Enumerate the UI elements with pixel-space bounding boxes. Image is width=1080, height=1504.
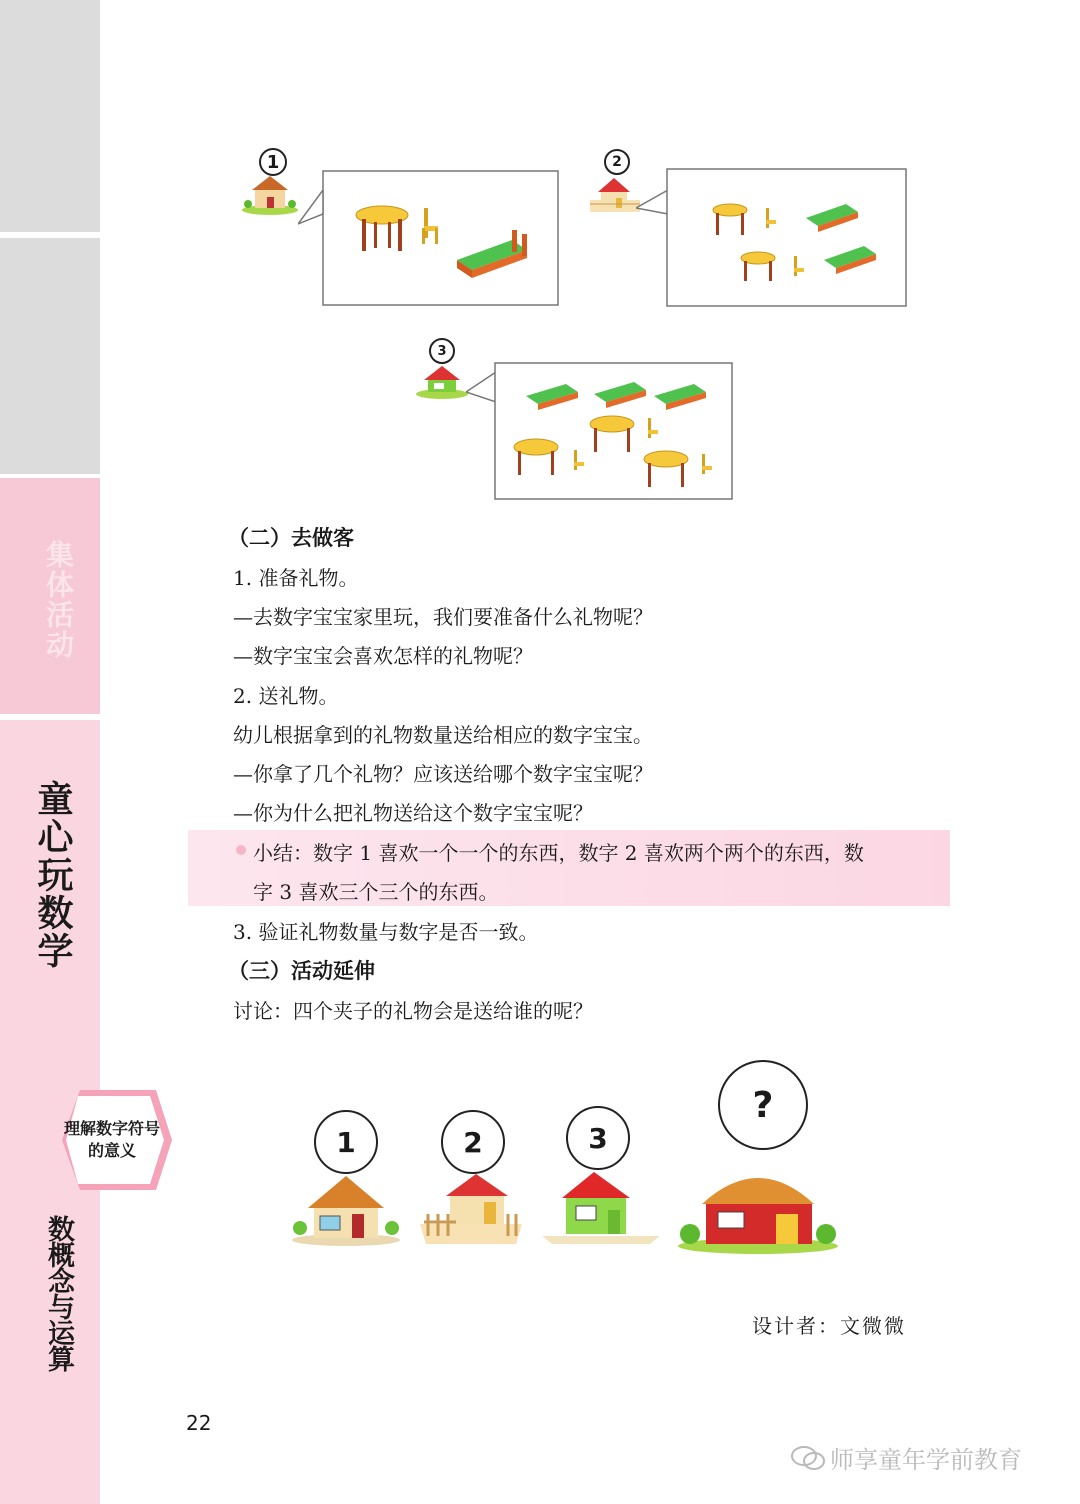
sidebar-title: 童心玩数学 [32,780,73,970]
question-1: —去数字宝宝家里玩，我们要准备什么礼物呢？ [233,605,653,629]
house-icon [414,362,470,400]
step-2: 2. 送礼物。 [233,684,339,708]
house-4-icon [672,1160,844,1258]
scene1-bubble [322,170,560,308]
question-3: —你拿了几个礼物？应该送给哪个数字宝宝呢？ [233,762,653,786]
sidebar-faint-label: 集体活动 [42,540,75,660]
topic-badge [52,1086,172,1194]
watermark [790,1440,1022,1475]
designer-credit: 设计者：文微微 [752,1314,906,1338]
sidebar-subject: 数概念与运算 [43,1215,74,1371]
wechat-icon [790,1444,826,1472]
sidebar-tab-gray-top [0,0,100,232]
summary-line-2: 字 3 喜欢三个三个的东西。 [253,880,499,904]
house-icon [240,170,300,216]
question-4: —你为什么把礼物送给这个数字宝宝呢？ [233,801,593,825]
watermark-text: 师享童年学前教育 [830,1446,1022,1474]
sidebar-tab-gray-middle [0,238,100,474]
page-number: 22 [186,1411,212,1435]
speech-pointer-icon [298,190,328,230]
scene1-number: 1 [259,148,287,176]
step-1: 1. 准备礼物。 [233,566,359,590]
house2-number: 2 [441,1110,505,1174]
section-heading-2: （二）去做客 [228,526,354,550]
summary-bullet-icon [236,845,246,855]
scene3-number: 3 [429,338,455,364]
step-3: 3. 验证礼物数量与数字是否一致。 [233,920,539,944]
house-2-icon [416,1170,526,1250]
house4-number: ? [718,1060,808,1150]
house-3-icon [538,1166,664,1246]
paragraph-1: 幼儿根据拿到的礼物数量送给相应的数字宝宝。 [233,723,653,747]
discussion: 讨论：四个夹子的礼物会是送给谁的呢？ [233,999,593,1023]
house3-number: 3 [566,1106,630,1170]
scene2-number: 2 [604,149,630,175]
section-heading-3: （三）活动延伸 [228,959,375,983]
topic-badge-label: 理解数字符号的意义 [63,1119,160,1160]
summary-line-1: 小结：数字 1 喜欢一个一个的东西，数字 2 喜欢两个两个的东西，数 [253,841,864,865]
house-1-icon [288,1170,404,1250]
scene2-bubble [666,168,908,308]
house1-number: 1 [314,1110,378,1174]
scene3-bubble [494,362,734,502]
question-2: —数字宝宝会喜欢怎样的礼物呢？ [233,644,533,668]
